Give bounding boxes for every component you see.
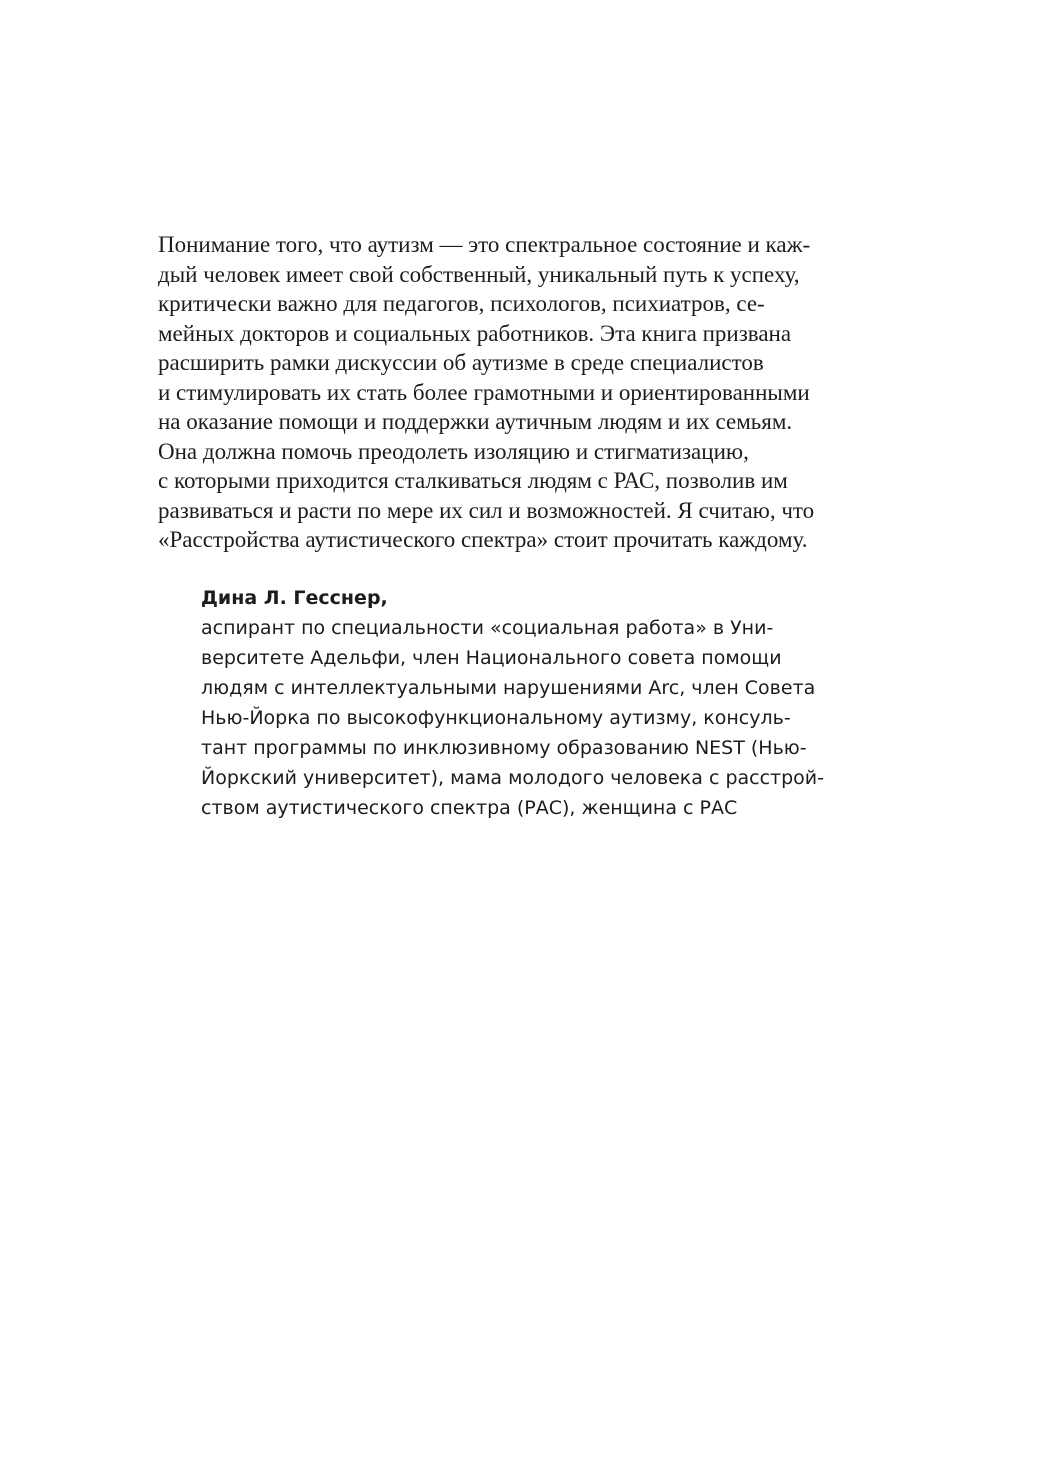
author-description-line: аспирант по специальности «социальная работа» в Уни- <box>201 617 774 639</box>
author-name: Дина Л. Гесснер, <box>201 587 388 609</box>
attribution-block <box>201 583 861 823</box>
quote-line: мейных докторов и социальных работников. Эта книга призвана <box>158 320 792 346</box>
author-description-line: Нью-Йорка по высокофункциональному аутизму, консуль- <box>201 707 791 729</box>
endorsement-quote <box>158 230 858 555</box>
quote-line: с которыми приходится сталкиваться людям с РАС, позволив им <box>158 468 788 493</box>
quote-line: «Расстройства аутистического спектра» стоит прочитать каждому. <box>158 527 808 552</box>
quote-line: развиваться и расти по мере их сил и возможностей. Я считаю, что <box>158 497 815 523</box>
author-description-line: ством аутистического спектра (РАС), женщина с РАС <box>201 797 738 819</box>
author-description-line: людям с интеллектуальными нарушениями Arc, член Совета <box>201 677 816 699</box>
quote-line: Она должна помочь преодолеть изоляцию и стигматизацию, <box>158 438 749 464</box>
quote-line: и стимулировать их стать более грамотными и ориентированными <box>158 379 810 405</box>
quote-line: Понимание того, что аутизм — это спектральное состояние и каж- <box>158 232 811 257</box>
quote-line: на оказание помощи и поддержки аутичным людям и их семьям. <box>158 409 793 434</box>
author-description-line: Йоркский университет), мама молодого человека с расстрой- <box>201 767 825 789</box>
quote-line: критически важно для педагогов, психологов, психиатров, се- <box>158 291 765 316</box>
quote-line: расширить рамки дискуссии об аутизме в среде специалистов <box>158 350 764 375</box>
author-description-line: тант программы по инклюзивному образованию NEST (Нью- <box>201 737 807 759</box>
quote-line: дый человек имеет свой собственный, уникальный путь к успеху, <box>158 261 800 287</box>
author-description-line: верситете Адельфи, член Национального совета помощи <box>201 647 782 669</box>
